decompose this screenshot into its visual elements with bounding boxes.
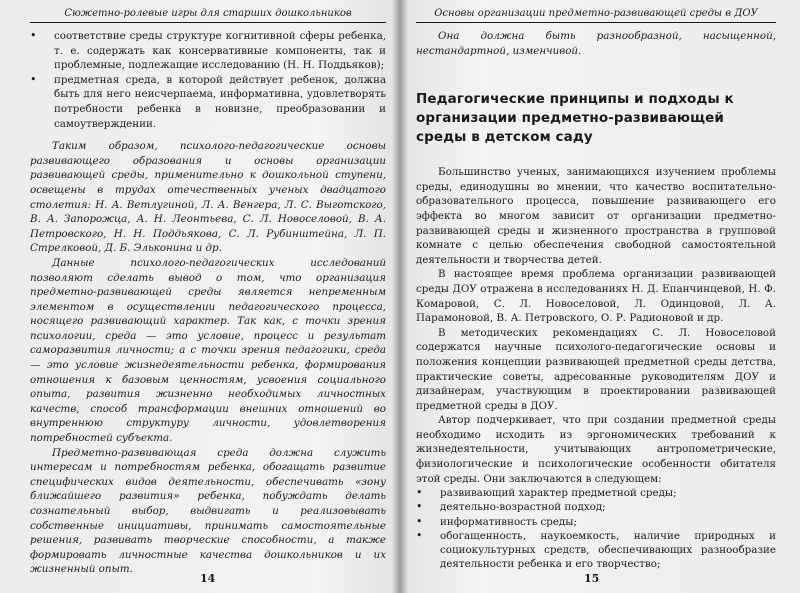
- section-heading: Педагогические принципы и подходы к организации предметно-развивающей среды в детском саду: [416, 91, 734, 146]
- running-head-left: Сюжетно-ролевые игры для старших дошкольников: [30, 8, 386, 23]
- bullet-item: • соответствие среды структуре когнитивной сферы ребенка, т. е. содержать как консервативные компоненты, так и проблемные, подлежащие исследованию (Н. Н. Поддьяков);: [30, 29, 386, 73]
- paragraph: Таким образом, психолого-педагогические основы развивающего образования и основы организации развивающей среды, применительно к дошкольной ступени, освещены в трудах отечественных ученых двадцатого столетия: Н. А. Ветлугиной, Л. А. Венгера, Л. С. Выготского, В. А. Запорожца, А. Н. Леонтьева, С. Л. Новоселовой, В. А. Петровского, Н. Н. Поддьякова, С. Л. Рубинштейна, Л. П. Стрелковой, Д. Б. Эльконина и др.: [30, 140, 386, 255]
- paragraph: В настоящее время проблема организации развивающей среды ДОУ отражена в исследованиях Н. Д. Епанчинцевой, Н. Ф. Комаровой, С. Л. Новоселовой, Л. Одинцовой, Л. А. Парамоновой, В. А. Петровского, О. Р. Радионовой и др.: [416, 268, 776, 325]
- bullet-item: • информативность среды;: [416, 515, 776, 529]
- paragraph: Автор подчеркивает, что при создании предметной среды необходимо исходить из эргономических требований к жизнедеятельности, учитывающих антропометрические, физиологические и психологические особенности обитателя этой среды. Они заключаются в следующем:: [416, 414, 776, 485]
- bullet-item: • обогащенность, наукоемкость, наличие природных и социокультурных средств, обеспечивающих разнообразие деятельности ребенка и его творчество;: [416, 529, 776, 572]
- bullet-item: • предметная среда, в которой действует ребенок, должна быть для него неисчерпаема, информативна, удовлетворять потребности ребенка в новизне, преобразовании и самоутверждении.: [30, 73, 386, 131]
- paragraph: Данные психолого-педагогических исследований позволяют сделать вывод о том, что организация предметно-развивающей среды является непременным элементом в осуществлении педагогического процесса, носящего развивающий характер. Так как, с точки зрения психологии, среда — это условие, процесс и результат саморазвития личности; а с точки зрения педагогики, среда — это условие жизнедеятельности ребенка, формирования отношения к базовым ценностям, усвоения социального опыта, развития жизненно необходимых личностных качеств, способ трансформации внешних отношений во внутреннюю структуру личности, удовлетворения потребностей субъекта.: [30, 256, 386, 445]
- left-page: [0, 0, 396, 593]
- bullet-item: • развивающий характер предметной среды;: [416, 486, 776, 500]
- paragraph: Большинство ученых, занимающихся изучением проблемы среды, единодушны во мнении, что качество воспитательно-образовательного процесса, повышение развивающего его эффекта во многом зависит от организации предметно-развивающей среды и жизненного пространства в групповой комнате с целью обеспечения свободной самостоятельной деятельности и творчества детей.: [416, 166, 776, 266]
- page-number: 15: [584, 572, 600, 585]
- running-head-right: Основы организации предметно-развивающей среды в ДОУ: [416, 8, 776, 23]
- intro-paragraph: Она должна быть разнообразной, насыщенной, нестандартной, изменчивой.: [416, 30, 776, 57]
- paragraph: В методических рекомендациях С. Л. Новоселовой содержатся научные психолого-педагогические основы и положения концепции развивающей предметной среды детства, практические советы, адресованные руководителям ДОУ и дизайнерам, участвующим в проектировании развивающей предметной среды в ДОУ.: [416, 326, 776, 412]
- paragraph: Предметно-развивающая среда должна служить интересам и потребностям ребенка, обогащать развитие специфических видов деятельности, обеспечивать «зону ближайшего развития» ребенка, побуждать делать сознательный выбор, выдвигать и реализовывать собственные инициативы, принимать самостоятельные решения, развивать творческие способности, а также формировать личностные качества дошкольников и их жизненный опыт.: [30, 446, 386, 576]
- page-number: 14: [200, 572, 216, 585]
- right-page: [404, 0, 800, 593]
- bullet-item: • деятельно-возрастной подход;: [416, 500, 776, 514]
